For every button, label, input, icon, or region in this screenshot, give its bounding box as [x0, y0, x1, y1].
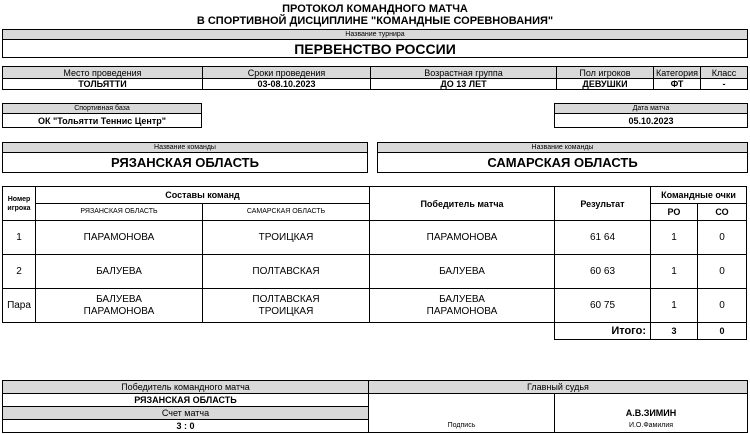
age-label: Возрастная группа: [371, 67, 557, 79]
tournament-box: [2, 29, 748, 58]
team-points-header: Командные очки: [651, 187, 747, 204]
winner-header: Победитель матча: [370, 187, 555, 221]
match-result: 61 64: [555, 221, 651, 255]
score-label: Счет матча: [3, 407, 368, 419]
dates-value: 03-08.10.2023: [203, 79, 371, 90]
team-left-box: [2, 142, 368, 173]
match-score: 3 : 0: [176, 421, 195, 431]
team2-column-header: САМАРСКАЯ ОБЛАСТЬ: [203, 204, 370, 221]
total-label: Итого:: [555, 323, 651, 340]
dates-label: Сроки проведения: [203, 67, 371, 79]
team2-pair-player1: ПОЛТАВСКАЯ: [252, 293, 320, 305]
ro-header: РО: [651, 204, 698, 221]
so-points: 0: [698, 289, 747, 323]
team1-pair-player1: БАЛУЕВА: [96, 293, 142, 305]
judge-name: А.В.ЗИМИН: [625, 408, 677, 418]
pair-winner: [370, 289, 555, 323]
team-left-name: РЯЗАНСКАЯ ОБЛАСТЬ: [111, 155, 259, 170]
team-right-name: САМАРСКАЯ ОБЛАСТЬ: [487, 155, 638, 170]
judge-name-label: И.О.Фамилия: [628, 422, 674, 429]
venue-value: ОК "Тольятти Теннис Центр": [37, 116, 167, 126]
match-result: 60 75: [555, 289, 651, 323]
protocol-title-line2: В СПОРТИВНОЙ ДИСЦИПЛИНЕ "КОМАНДНЫЕ СОРЕВНОВАНИЯ": [196, 15, 554, 27]
signature-label: Подпись: [447, 422, 476, 429]
table-row: [3, 255, 747, 289]
tournament-label: Название турнира: [3, 30, 747, 40]
so-points: 0: [698, 255, 747, 289]
category-value: ФТ: [654, 79, 701, 90]
winner-label: Победитель командного матча: [3, 381, 368, 393]
rosters-header: Составы команд: [36, 187, 370, 204]
team1-player: ПАРАМОНОВА: [36, 221, 203, 255]
class-value: -: [701, 79, 748, 90]
footer-box: [2, 380, 748, 433]
match-date-box: [554, 103, 748, 128]
so-points: 0: [698, 221, 747, 255]
pair-winner-player1: БАЛУЕВА: [439, 293, 485, 305]
team1-column-header: РЯЗАНСКАЯ ОБЛАСТЬ: [36, 204, 203, 221]
venue-label: Спортивная база: [3, 104, 201, 114]
total-ro: 3: [651, 323, 698, 340]
so-header: СО: [698, 204, 747, 221]
match-winner: ПАРАМОНОВА: [370, 221, 555, 255]
place-value: ТОЛЬЯТТИ: [3, 79, 203, 90]
team1-pair: [36, 289, 203, 323]
total-so: 0: [698, 323, 747, 340]
place-label: Место проведения: [3, 67, 203, 79]
player-number-header: Номер игрока: [3, 187, 36, 221]
category-label: Категория: [654, 67, 701, 79]
team-right-label: Название команды: [378, 143, 747, 153]
team2-pair-player2: ТРОИЦКАЯ: [258, 305, 314, 317]
match-date-value: 05.10.2023: [628, 116, 674, 126]
row-number: 2: [3, 255, 36, 289]
gender-value: ДЕВУШКИ: [557, 79, 654, 90]
team1-pair-player2: ПАРАМОНОВА: [83, 305, 155, 317]
row-number: Пара: [3, 289, 36, 323]
info-table: [2, 66, 748, 90]
match-winner: БАЛУЕВА: [370, 255, 555, 289]
total-row: [3, 323, 747, 340]
class-label: Класс: [701, 67, 748, 79]
protocol-title-line1: ПРОТОКОЛ КОМАНДНОГО МАТЧА: [282, 3, 468, 15]
team-match-winner: РЯЗАНСКАЯ ОБЛАСТЬ: [134, 395, 237, 405]
match-date-label: Дата матча: [555, 104, 747, 114]
table-row: [3, 221, 747, 255]
team2-player: ТРОИЦКАЯ: [203, 221, 370, 255]
age-value: ДО 13 ЛЕТ: [371, 79, 557, 90]
team1-player: БАЛУЕВА: [36, 255, 203, 289]
pair-winner-player2: ПАРАМОНОВА: [426, 305, 498, 317]
ro-points: 1: [651, 255, 698, 289]
venue-box: [2, 103, 202, 128]
tournament-name: ПЕРВЕНСТВО РОССИИ: [294, 41, 456, 57]
judge-label: Главный судья: [369, 381, 747, 393]
row-number: 1: [3, 221, 36, 255]
gender-label: Пол игроков: [557, 67, 654, 79]
ro-points: 1: [651, 221, 698, 255]
match-result: 60 63: [555, 255, 651, 289]
team2-pair: [203, 289, 370, 323]
results-table: [2, 186, 747, 340]
team2-player: ПОЛТАВСКАЯ: [203, 255, 370, 289]
ro-points: 1: [651, 289, 698, 323]
team-right-box: [377, 142, 748, 173]
result-header: Результат: [555, 187, 651, 221]
team-left-label: Название команды: [3, 143, 367, 153]
table-row: [3, 289, 747, 323]
